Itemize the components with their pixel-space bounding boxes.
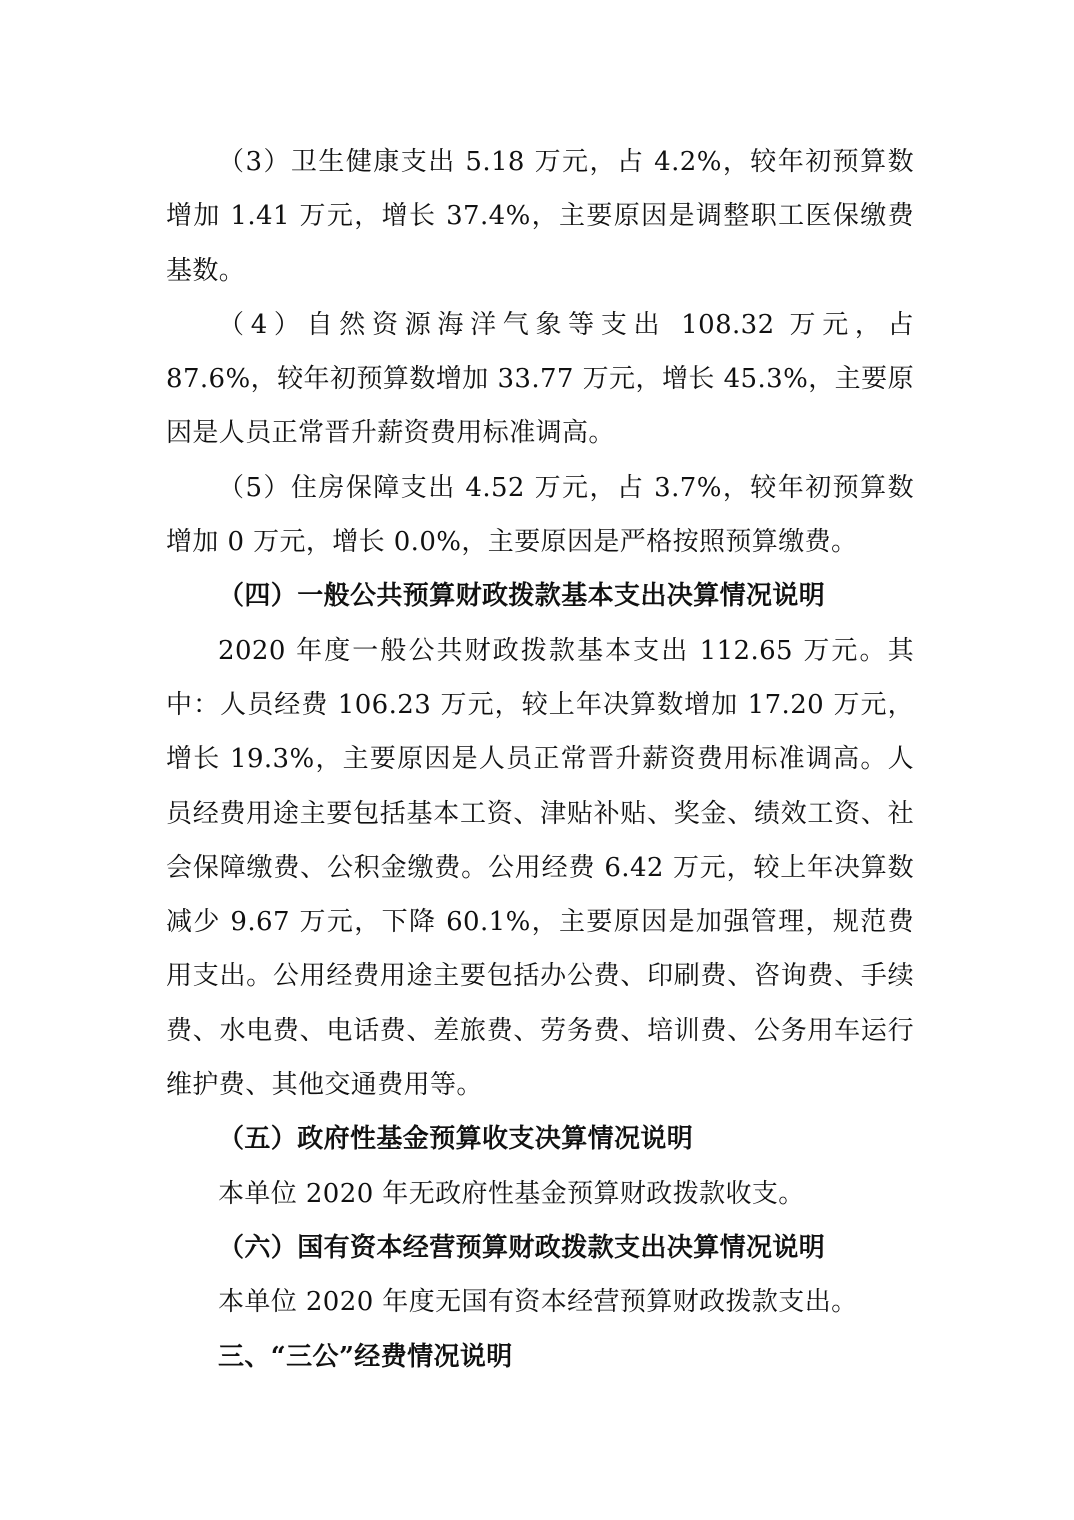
paragraph-natural-resources-expenditure: （4）自然资源海洋气象等支出 108.32 万元，占 87.6%，较年初预算数增加 33.77 万元，增长 45.3%，主要原因是人员正常晋升薪资费用标准调高。: [166, 309, 914, 449]
document-body: [166, 135, 914, 1384]
paragraph-government-fund: 本单位 2020 年无政府性基金预算财政拨款收支。: [218, 1178, 805, 1209]
section-heading-basic-expenditure: （四）一般公共预算财政拨款基本支出决算情况说明: [218, 581, 826, 612]
section-heading-government-fund: （五）政府性基金预算收支决算情况说明: [218, 1124, 694, 1155]
section-heading-state-capital: （六）国有资本经营预算财政拨款支出决算情况说明: [218, 1232, 826, 1263]
paragraph-state-capital: 本单位 2020 年度无国有资本经营预算财政拨款支出。: [218, 1287, 858, 1318]
paragraph-housing-expenditure: （5）住房保障支出 4.52 万元，占 3.7%，较年初预算数增加 0 万元，增长 0.0%，主要原因是严格按照预算缴费。: [166, 472, 914, 558]
paragraph-health-expenditure: （3）卫生健康支出 5.18 万元，占 4.2%，较年初预算数增加 1.41 万元，增长 37.4%，主要原因是调整职工医保缴费基数。: [166, 147, 914, 286]
section-heading-three-public-expenses: 三、“三公”经费情况说明: [218, 1341, 513, 1372]
paragraph-basic-expenditure: 2020 年度一般公共财政拨款基本支出 112.65 万元。其中：人员经费 106.23 万元，较上年决算数增加 17.20 万元，增长 19.3%，主要原因是人员正常晋升薪资费用标准调高。人员经费用途主要包括基本工资、津贴补贴、奖金、绩效工资、社会保障缴费、公积金缴费。公用经费 6.42 万元，较上年决算数减少 9.67 万元，下降 60.1%，主要原因是加强管理，规范费用支出。公用经费用途主要包括办公费、印刷费、咨询费、手续费、水电费、电话费、差旅费、劳务费、培训费、公务用车运行维护费、其他交通费用等。: [166, 635, 914, 1101]
